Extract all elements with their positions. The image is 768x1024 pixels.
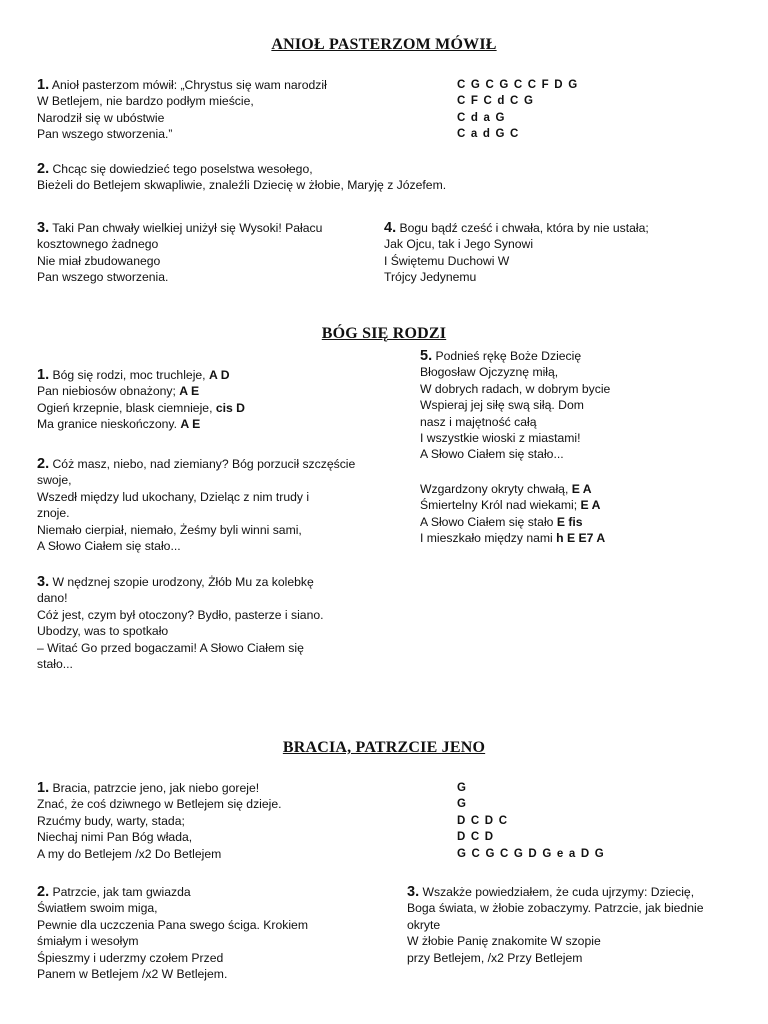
verse-number: 2. [37, 456, 50, 472]
verse-2 [37, 884, 308, 982]
verse-line: Niechaj nimi Pan Bóg włada, [37, 830, 193, 845]
verse-line: Bóg się rodzi, moc truchleje, [52, 368, 209, 382]
song-title: ANIOŁ PASTERZOM MÓWIŁ [271, 36, 497, 53]
refrain-line: I mieszkało między nami [420, 531, 557, 546]
verse-line: Chcąc się dowiedzieć tego poselstwa wesołego, [52, 162, 313, 176]
chord-line: C G C G C C F D G [457, 79, 579, 91]
chord: A E [179, 384, 200, 399]
verse-4 [384, 220, 649, 286]
verse-line: stało... [37, 656, 73, 671]
chord-line: D C D C [457, 814, 509, 827]
verse-1 [37, 77, 327, 143]
chord-line: G [457, 798, 468, 811]
verse-line: Wspieraj jej siłę swą siłą. Dom [420, 398, 584, 413]
verse-3 [37, 220, 322, 286]
verse-number: 3. [37, 220, 50, 236]
verse-line: I Świętemu Duchowi W [384, 253, 510, 268]
verse-line: Panem w Betlejem /x2 W Betlejem. [37, 966, 228, 981]
verse-line: Śpieszmy i uderzmy czołem Przed [37, 950, 224, 965]
verse-line: Trójcy Jedynemu [384, 270, 477, 285]
verse-line: Anioł pasterzom mówił: „Chrystus się wam narodził [51, 78, 327, 92]
verse-number: 3. [37, 574, 50, 590]
verse-line: Wszedł między lud ukochany, Dzieląc z nim trudy i [37, 489, 310, 504]
chord: A E [180, 417, 201, 432]
verse-line: Błogosław Ojczyznę miłą, [420, 365, 559, 380]
verse-line: śmiałym i wesołym [37, 934, 139, 949]
chord: E fis [556, 514, 583, 529]
verse-line: znoje. [37, 506, 70, 521]
chord-line: C a d G C [457, 128, 520, 141]
verse-line: Boga świata, w żłobie zobaczymy. Patrzcie, jak biednie [407, 901, 704, 916]
verse-number: 1. [37, 780, 50, 796]
verse-number: 1. [37, 77, 50, 93]
verse-line: Cóż jest, czym był otoczony? Bydło, pasterze i siano. [37, 607, 324, 622]
chord-line: G [457, 782, 468, 794]
chord-line: C F C d C G [457, 95, 535, 108]
verse-line: A Słowo Ciałem się stało... [420, 447, 564, 462]
verse-line: Znać, że coś dziwnego w Betlejem się dzieje. [37, 797, 282, 812]
verse-line: Bieżeli do Betlejem skwapliwie, znaleźli Dziecię w żłobie, Maryję z Józefem. [37, 178, 447, 193]
verse-line: A Słowo Ciałem się stało... [37, 538, 181, 553]
verse-line: dano! [37, 591, 68, 606]
verse-line: Bracia, patrzcie jeno, jak niebo goreje! [52, 781, 260, 795]
verse-number: 4. [384, 220, 397, 236]
chord: cis D [215, 400, 245, 415]
verse-1 [37, 367, 245, 433]
verse-line: kosztownego żadnego [37, 237, 159, 252]
verse-number: 5. [420, 348, 433, 364]
verse-line: Nie miał zbudowanego [37, 253, 161, 268]
verse-line: Bogu bądź cześć i chwała, która by nie ustała; [399, 221, 649, 235]
verse-line: Cóż masz, niebo, nad ziemiany? Bóg porzucił szczęście [52, 457, 356, 471]
verse-number: 2. [37, 884, 50, 900]
verse-5 [420, 348, 610, 463]
verse-line: Ubodzy, was to spotkało [37, 624, 169, 639]
verse-line: Pan niebiosów obnażony; [37, 384, 180, 399]
verse-line: W nędznej szopie urodzony, Żłób Mu za kolebkę [52, 575, 314, 589]
verse-line: Światłem swoim miga, [37, 901, 158, 916]
verse-line: W żłobie Panię znakomite W szopie [407, 934, 601, 949]
verse-line: Jak Ojcu, tak i Jego Synowi [384, 237, 534, 252]
verse-3 [37, 574, 324, 672]
verse-line: Rzućmy budy, warty, stada; [37, 813, 185, 828]
verse-line: Pewnie dla uczczenia Pana swego ściga. Krokiem [37, 917, 308, 932]
refrain-line: Wzgardzony okryty chwałą, [420, 482, 572, 496]
verse-number: 3. [407, 884, 420, 900]
verse-number: 1. [37, 367, 50, 383]
chord-column [457, 77, 578, 143]
verse-line: I wszystkie wioski z miastami! [420, 430, 581, 445]
chord-column [457, 780, 605, 862]
verse-line: swoje, [37, 473, 72, 488]
verse-line: Ogień krzepnie, blask ciemnieje, [37, 400, 216, 415]
verse-2 [37, 456, 355, 554]
chord-line: D C D [457, 831, 495, 844]
chord: E A [571, 482, 592, 496]
chord-line: C d a G [457, 111, 506, 124]
verse-line: przy Betlejem, /x2 Przy Betlejem [407, 950, 583, 965]
refrain-line: A Słowo Ciałem się stało [420, 514, 557, 529]
verse-1 [37, 780, 282, 862]
verse-line: Pan wszego stworzenia.” [37, 127, 173, 142]
verse-line: Patrzcie, jak tam gwiazda [52, 885, 191, 899]
verse-line: Pan wszego stworzenia. [37, 270, 169, 285]
verse-3 [407, 884, 703, 966]
verse-line: W Betlejem, nie bardzo podłym mieście, [37, 94, 254, 109]
song-title: BÓG SIĘ RODZI [321, 325, 447, 342]
chord: E A [580, 498, 601, 513]
verse-line: Niemało cierpiał, niemało, Żeśmy byli winni sami, [37, 522, 302, 537]
verse-line: okryte [407, 917, 441, 932]
verse-line: Ma granice nieskończony. [37, 417, 181, 432]
verse-2 [37, 161, 446, 194]
chord: h E E7 A [556, 531, 606, 546]
song-title: BRACIA, PATRZCIE JENO [282, 739, 486, 756]
verse-line: Taki Pan chwały wielkiej uniżył się Wysoki! Pałacu [52, 221, 323, 235]
refrain [420, 481, 605, 547]
verse-line: Wszakże powiedziałem, że cuda ujrzymy: Dziecię, [422, 885, 695, 899]
verse-line: A my do Betlejem /x2 Do Betlejem [37, 846, 222, 861]
chord: A D [208, 368, 230, 382]
verse-line: W dobrych radach, w dobrym bycie [420, 381, 611, 396]
verse-line: – Witać Go przed bogaczami! A Słowo Ciałem się [37, 640, 304, 655]
refrain-line: Śmiertelny Król nad wiekami; [420, 498, 581, 513]
verse-number: 2. [37, 161, 50, 177]
verse-line: Podnieś rękę Boże Dziecię [435, 349, 582, 363]
verse-line: Narodził się w ubóstwie [37, 110, 165, 125]
chord-line: G C G C G D G e a D G [457, 847, 605, 860]
verse-line: nasz i majętność całą [420, 414, 537, 429]
